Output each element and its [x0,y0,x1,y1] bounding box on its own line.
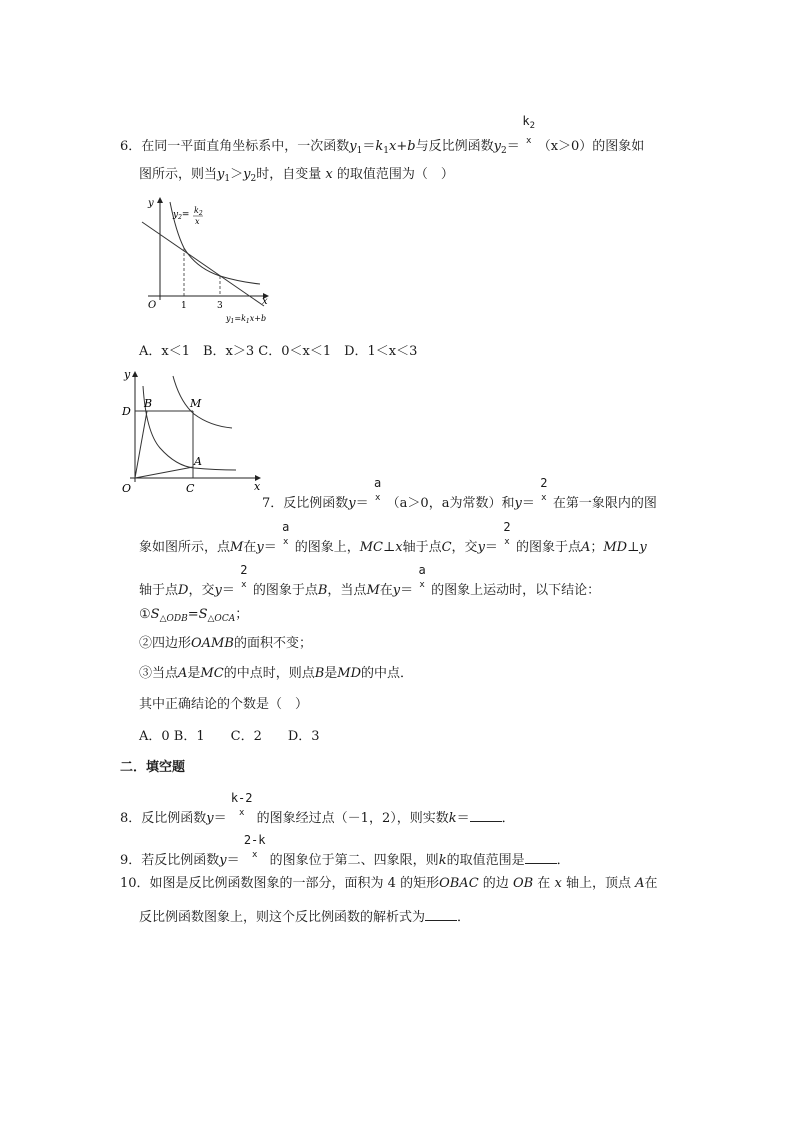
q7-c3-b: 的中点时，则点 [223,666,315,681]
q7-text-15: 在 [379,583,393,598]
cl-sub: 2 [178,214,182,221]
q6-options: A．x＜1 B．x＞3 C．0＜x＜1 D．1＜x＜3 [139,344,418,359]
question-number: 6． [120,139,142,154]
q7-c3-c: 是 [324,666,338,681]
q7-c3-text: ③当点 [139,666,179,681]
q6-graph [140,192,280,327]
semicolon: ； [235,607,249,622]
var-S: S [198,607,208,622]
var-y: y [477,540,485,555]
q10-text-1: 如图是反比例函数图象的一部分，面积为 4 的矩形 [149,876,440,891]
point-C: C [441,540,452,555]
point-M: M [230,540,244,555]
var-S: S [150,607,160,622]
fraction-a-over-x [413,563,431,594]
curve-label-num [194,206,203,217]
segment-OB [135,411,147,478]
equals: ＝ [263,540,277,555]
point-A: A [580,540,591,555]
var-y: y [256,540,264,555]
var-x: x [554,876,562,891]
rect-OBAC: OBAC [439,876,479,891]
section-title: 二．填空题 [120,760,186,775]
answer-blank[interactable] [425,908,457,921]
point-B: B [317,583,328,598]
var-y2: y [493,139,501,154]
frac-den: x [241,580,247,590]
q7-line-2 [139,520,647,556]
q7-text-13: 的图象于点 [252,583,318,598]
fraction-a-over-x [369,476,387,507]
label-y: y [124,368,131,381]
q10-text-3: 在 [537,876,551,891]
equals: ＝ [213,811,227,826]
equals: = [187,607,199,622]
var-y: y [348,496,356,511]
fraction-2-minus-k-over-x [240,833,270,864]
q6-text-2: 与反比例函数 [415,139,494,154]
question-number: 9． [120,853,142,868]
period: ． [556,853,570,868]
frac-num: 2-k [243,833,266,847]
q6-text-1: 在同一平面直角坐标系中，一次函数 [141,139,350,154]
q7-text-16: 的图象上运动时，以下结论： [431,583,601,598]
q8-text-2: 的图象经过点（－1，2），则实数 [256,811,449,826]
fraction-k2-over-x [520,114,538,150]
frac-den: x [251,850,258,860]
q6-text-4: 时，自变量 [256,167,322,182]
q7-conclusion-2 [139,636,312,652]
sub-ODB: △ODB [159,614,188,624]
segment-MC-label: MC [200,666,224,681]
origin-label: O [148,300,157,311]
sub-1b: 1 [383,146,390,156]
label-M: M [190,397,202,410]
question-number: 8． [120,811,142,826]
ll-y: y [226,314,231,323]
point-D: D [178,583,189,598]
q7-text-12: ，交 [188,583,215,598]
question-number: 7． [262,496,284,511]
equals: ＝ [355,496,369,511]
frac-num: a [418,563,426,577]
var-k: k [438,853,447,868]
q10-line-2 [139,908,470,926]
q10-text-2: 的边 [482,876,509,891]
frac-num: a [282,520,290,534]
q7-graph [118,366,268,496]
q7-line-1 [262,476,657,512]
label-C: C [186,482,195,495]
fraction-a-over-x [277,520,295,551]
point-A: A [178,666,188,681]
segment-OA [135,467,193,478]
equals: ＝ [521,496,535,511]
frac-num-k: k [522,114,530,128]
answer-blank[interactable] [525,851,557,864]
fraction-2-over-x [498,520,516,551]
q9-text-3: 的取值范围是 [446,853,525,868]
var-y1b: y [217,167,225,182]
frac-num: k-2 [230,791,253,805]
point-A: A [635,876,645,891]
fraction-k-minus-2-over-x [227,791,257,822]
equals: ＝ [484,540,498,555]
sub-2b: 2 [250,174,257,184]
frac-num: 2 [240,563,248,577]
point-M: M [366,583,380,598]
q7-text-8: ，交 [451,540,478,555]
frac-den: x [374,493,381,503]
segment-MC-label: MC [359,540,383,555]
q7-conclusion-3 [139,666,413,682]
frac-num [520,114,538,133]
q7-text-1: 反比例函数 [283,496,349,511]
var-y: y [214,583,222,598]
q6-line-1 [120,114,645,159]
q7-c2-text: ②四边形 [139,636,192,651]
x-label: x [262,296,268,307]
q7-text-5: 在 [243,540,257,555]
frac-num: a [374,476,382,490]
var-xb: x+b [389,139,416,154]
label-x: x [254,480,261,493]
q7-text-6: 的图象上， [294,540,360,555]
q7-options: A．0 B．1 C．2 D．3 [139,729,320,744]
sub-2: 2 [500,146,507,156]
cl-k: k [194,206,199,215]
q7-c3-d: 的中点． [361,666,414,681]
q10-text-6: 反比例函数图象上，则这个反比例函数的解析式为 [139,910,426,925]
y-label: y [148,198,154,209]
equals: ＝ [362,139,376,154]
q7-c3-a: 是 [187,666,201,681]
q6-line-2 [139,167,454,187]
curve-label-den: x [195,217,200,226]
line-label [225,314,266,325]
tick-3: 3 [217,301,223,311]
segment-OB-label: OB [512,876,534,891]
q9-line [120,833,570,869]
label-O: O [122,482,132,495]
period: ． [501,811,515,826]
q9-text-1: 若反比例函数 [141,853,220,868]
q8-line [120,791,515,827]
period: ． [457,910,471,925]
q7-text-14: ，当点 [327,583,367,598]
q7-ask: 其中正确结论的个数是（ ） [139,697,309,712]
equals: ＝ [226,853,240,868]
ll-mid: =k [234,314,246,323]
frac-den: x [283,537,289,547]
question-number: 10． [120,876,150,891]
equals: ＝ [400,583,414,598]
equals: ＝ [456,811,470,826]
q7-text-10: ； [590,540,604,555]
answer-blank[interactable] [470,809,502,822]
tick-1: 1 [181,301,187,311]
var-k1: k [375,139,384,154]
var-y: y [514,496,522,511]
ll-sub1: 1 [230,318,235,325]
equals: ＝ [506,139,520,154]
q7-text-9: 的图象于点 [515,540,581,555]
frac-den: x [525,136,532,146]
fraction-2-over-x [535,476,553,507]
q9-text-2: 的图象位于第二、四象限，则 [269,853,439,868]
greater-than: ＞ [230,167,244,182]
var-k: k [448,811,457,826]
q6-text-3: 图所示，则当 [139,167,218,182]
q7-text-4: 象如图所示，点 [139,540,231,555]
q7-line-3 [139,563,601,599]
q7-text-7: 轴于点 [402,540,442,555]
perp-symbol: ⊥ [627,540,640,555]
cl-eq: = [181,210,190,220]
frac-den: x [504,537,510,547]
q10-text-5: 在 [644,876,658,891]
var-y2b: y [243,167,251,182]
point-B: B [314,666,325,681]
q6-text-5: 的取值范围为（ ） [336,167,454,182]
var-y: y [639,540,647,555]
q7-conclusion-1 [139,607,248,627]
q7-text-3: 在第一象限内的图 [552,496,657,511]
sub-1c: 1 [224,174,231,184]
var-y: y [206,811,214,826]
equals: ＝ [221,583,235,598]
q10-line-1 [120,876,658,892]
ll-end: x+b [249,314,267,323]
var-y1: y [349,139,357,154]
sub-1: 1 [356,146,363,156]
perp-symbol: ⊥ [383,540,396,555]
segment-MD-label: MD [603,540,628,555]
frac-den: x [419,580,425,590]
curve-label-lhs [172,210,189,221]
var-y: y [392,583,401,598]
fraction-2-over-x [235,563,253,594]
cl-y: y [173,210,179,220]
frac-num: 2 [503,520,511,534]
frac-num: 2 [540,476,548,490]
q7-text-2: （a＞0，a为常数）和 [386,496,515,511]
frac-den: x [541,493,547,503]
label-A: A [194,455,202,468]
label-D: D [122,405,131,418]
circle-1: ① [139,607,151,622]
q8-text-1: 反比例函数 [141,811,207,826]
ll-sub2: 1 [245,318,250,325]
q10-text-4: 轴上，顶点 [565,876,631,891]
segment-MD-label: MD [337,666,362,681]
quad-OAMB: OAMB [191,636,234,651]
var-y: y [219,853,227,868]
cl-k-sub: 2 [198,210,203,217]
var-x: x [325,167,333,182]
q6-condition: （x＞0）的图象如 [537,139,645,154]
q7-text-11: 轴于点 [139,583,179,598]
label-B: B [144,397,153,410]
outer-hyperbola [173,376,232,428]
sub-OCA: △OCA [207,614,236,624]
frac-den: x [238,808,245,818]
var-x: x [395,540,403,555]
q7-c2-end: 的面积不变； [233,636,312,651]
frac-num-sub: 2 [529,121,536,131]
